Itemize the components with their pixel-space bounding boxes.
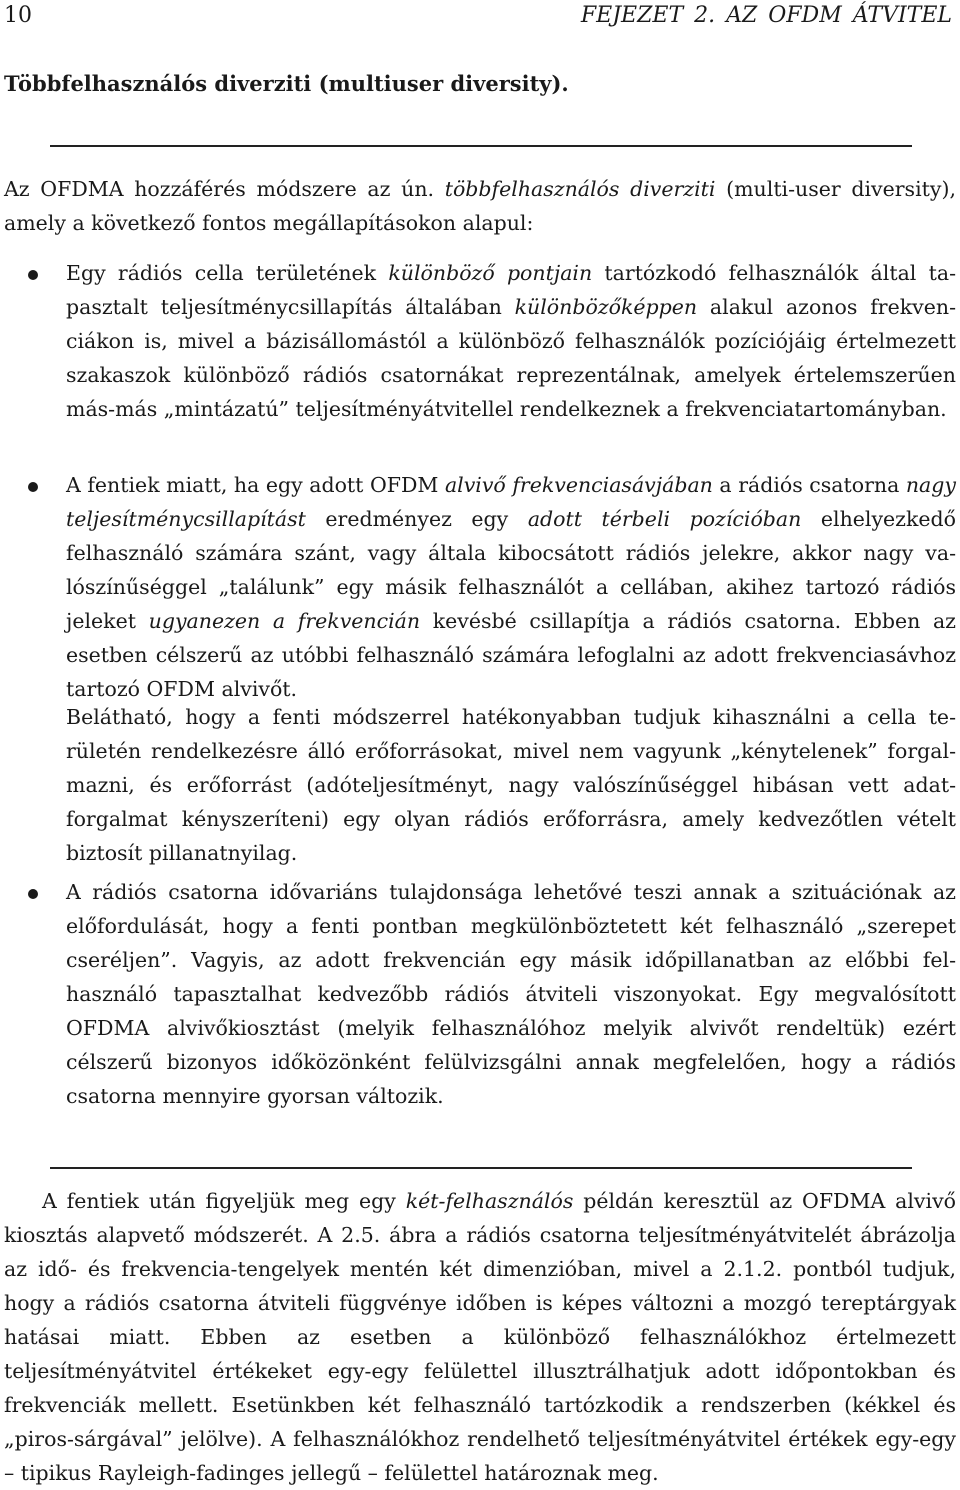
- intro-text-2: (multi-user diversity), amely a következő fontos megállapításokon alapul:: [4, 177, 956, 235]
- belathato-paragraph: Belátható, hogy a fenti módszerrel hatékonyabban tudjuk kihasználni a cella területén rendelkezésre álló erőforrásokat, mivel nem vagyunk „kénytelenek” forgalmazni, és erőforrást (adóteljesítményt, nagy valószínűséggel hibásan vett adatforgalmat kényszeríteni) egy olyan rádiós erőforrásra, amely kedvezőtlen vételt biztosít pillanatnyilag.: [66, 705, 956, 865]
- bullet-dot-icon: [28, 270, 38, 280]
- bullet-item-1: [66, 256, 956, 426]
- bullet2-emphasis-1: alvivő frekvenciasávjában: [444, 473, 713, 497]
- intro-paragraph: [4, 172, 956, 240]
- bottom-rule: [50, 1167, 912, 1169]
- intro-term: többfelhasználós diverziti: [444, 177, 716, 201]
- bullet2-text-2: a rádiós csatorna: [712, 473, 906, 497]
- bullet2-emphasis-3: adott térbeli pozícióban: [527, 507, 802, 531]
- bullet-dot-icon: [28, 889, 38, 899]
- bullet1-text-1: Egy rádiós cella területének: [66, 261, 389, 285]
- top-rule: [50, 145, 912, 147]
- final-text-1: A fentiek után figyeljük meg egy: [42, 1189, 406, 1213]
- bullet-item-3: A rádiós csatorna idővariáns tulajdonsága lehetővé teszi annak a szituációnak az előfordulását, hogy a fenti pontban megkülönböztetett két felhasználó „szerepet cseréljen”. Vagyis, az adott frekvencián egy másik időpillanatban az előbbi felhasználó tapasztalhat kedvezőbb rádiós átviteli viszonyokat. Egy megvalósított OFDMA alvivőkiosztást (melyik felhasználóhoz melyik alvivőt rendeltük) ezért célszerű bizonyos időközönként felülvizsgálni annak megfelelően, hogy a rádiós csatorna mennyire gyorsan változik.: [66, 880, 956, 1108]
- final-emphasis: két-felhasználós: [405, 1189, 574, 1213]
- intro-text-1: Az OFDMA hozzáférés módszere az ún.: [4, 177, 445, 201]
- bullet1-emphasis-2: különbözőképpen: [514, 295, 698, 319]
- bullet1-text-3: alakul azonos frekvenciákon is, mivel a bázisállomástól a különböző felhasználók pozíciójáig értelmezett szakaszok különböző rádiós csatornákat reprezentálnak, amelyek értelemszerűen más-más „mintázatú” teljesítményátvitellel rendelkeznek a frekvenciatartományban.: [66, 295, 956, 421]
- bullet-item-2: [66, 468, 956, 706]
- running-head: FEJEZET 2. AZ OFDM ÁTVITEL: [580, 3, 952, 28]
- bullet2-emphasis-2: nagy teljesítménycsillapítást: [66, 473, 956, 531]
- final-text-2: példán keresztül az OFDMA alvivő kiosztás alapvető módszerét. A 2.5. ábra a rádiós csatorna teljesítményátvitelét ábrázolja az idő- és frekvencia-tengelyek mentén két dimenzióban, mivel a 2.1.2. pontból tudjuk, hogy a rádiós csatorna átviteli függvénye időben is képes változni a mozgó tereptárgyak hatásai miatt. Ebben az esetben a különböző felhasználókhoz értelmezett teljesítményátvitel értékeket egy-egy felülettel illusztrálhatjuk adott időpontokban és frekvenciák mellett. Esetünkben két felhasználó tartózkodik a rendszerben (kékkel és „piros-sárgával” jelölve). A felhasználókhoz rendelhető teljesítményátvitel értékek egy-egy – tipikus Rayleigh-fadinges jellegű – felülettel határoznak meg.: [4, 1189, 956, 1485]
- bullet2-text-5: kevésbé csillapítja a rádiós csatorna. Ebben az esetben célszerű az utóbbi felhasználó számára lefoglalni az adott frekvenciasávhoz tartozó OFDM alvivőt.: [66, 609, 956, 701]
- bullet2-text-1: A fentiek miatt, ha egy adott OFDM: [66, 473, 445, 497]
- bullet2-text-4: elhelyezkedő felhasználó számára szánt, vagy általa kibocsátott rádiós jelekre, akkor nagy valószínűséggel „találunk” egy másik felhasználót a cellában, akihez tartozó rádiós jeleket: [66, 507, 956, 633]
- bullet1-emphasis-1: különböző pontjain: [388, 261, 593, 285]
- final-paragraph: [4, 1184, 956, 1490]
- section-heading: Többfelhasználós diverziti (multiuser diversity).: [4, 71, 569, 96]
- bullet1-text-2: tartózkodó felhasználók által tapasztalt teljesítménycsillapítás általában: [66, 261, 956, 319]
- bullet-dot-icon: [28, 482, 38, 492]
- bullet2-emphasis-4: ugyanezen a frekvencián: [148, 609, 421, 633]
- bullet2-text-3: eredményez egy: [305, 507, 528, 531]
- page-number: 10: [4, 3, 32, 28]
